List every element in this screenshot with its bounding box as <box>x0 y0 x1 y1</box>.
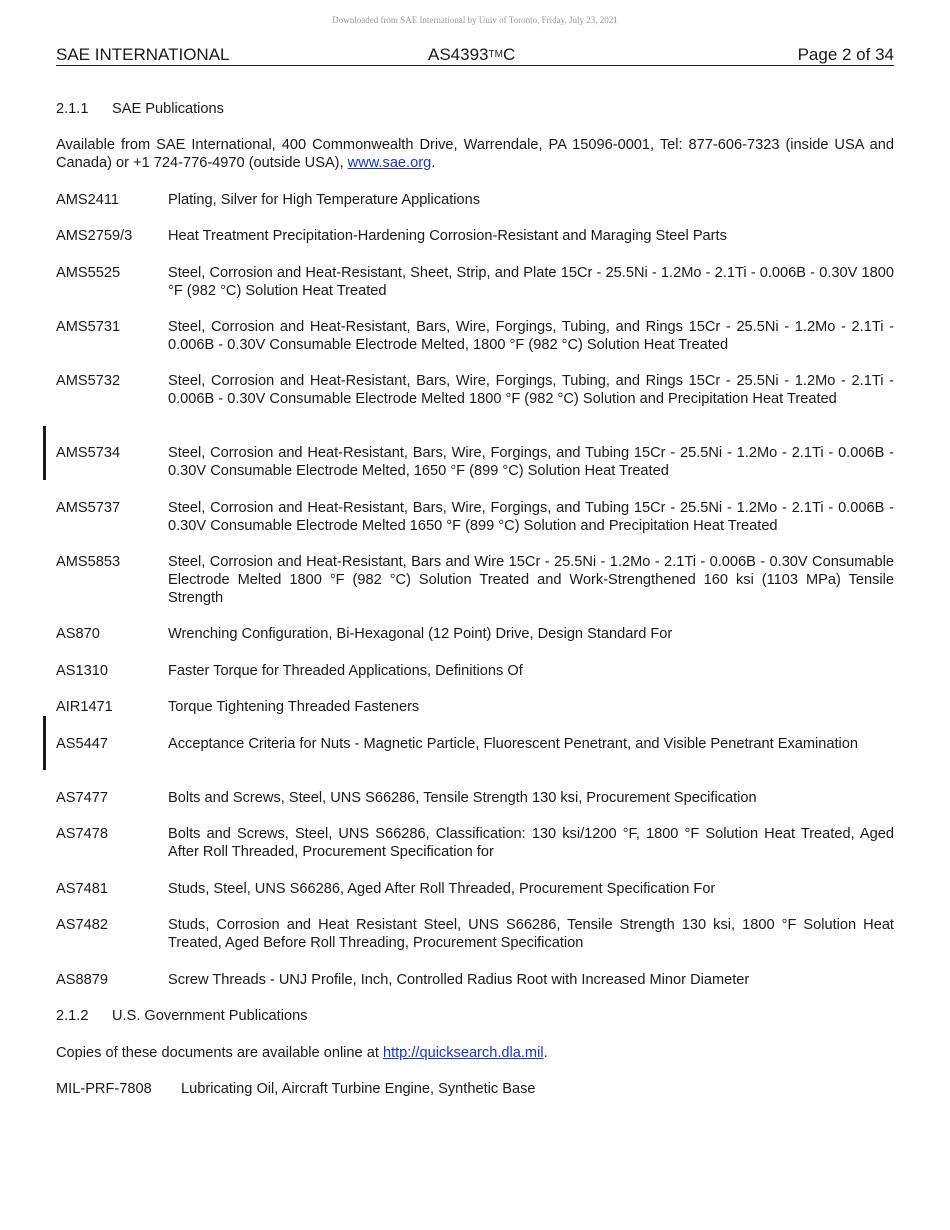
section-title: U.S. Government Publications <box>112 1008 308 1024</box>
dla-quicksearch-link[interactable]: http://quicksearch.dla.mil <box>382 1045 544 1061</box>
reference-title: Studs, Corrosion and Heat Resistant Steel, UNS S66286, Tensile Strength 130 ksi, 1800 °F Solution Heat Treated, Aged Before Roll Threading, Procurement Specification <box>168 917 894 951</box>
reference-entry <box>56 191 894 209</box>
document-revision: C <box>502 45 516 64</box>
reference-code: AS7478 <box>56 826 108 842</box>
section-heading-2-1-1 <box>56 100 224 118</box>
document-number <box>428 45 515 65</box>
government-availability-paragraph <box>56 1044 894 1062</box>
trademark-mark: TM <box>488 49 503 60</box>
reference-code: AIR1471 <box>56 699 113 715</box>
reference-title: Bolts and Screws, Steel, UNS S66286, Tensile Strength 130 ksi, Procurement Specification <box>168 790 757 806</box>
availability-paragraph <box>56 136 894 172</box>
reference-title: Steel, Corrosion and Heat-Resistant, Bars and Wire 15Cr - 25.5Ni - 1.2Mo - 2.1Ti - 0.006B - 0.30V Consumable Electrode Melted 1800 °F (982 °C) Solution Treated and Work-Strengthened 160 ksi (1103 MPa) Tensile Strength <box>168 554 894 606</box>
reference-entry <box>56 662 894 680</box>
reference-code: AMS5737 <box>56 500 121 516</box>
reference-title: Lubricating Oil, Aircraft Turbine Engine, Synthetic Base <box>181 1081 536 1097</box>
reference-title: Steel, Corrosion and Heat-Resistant, Bars, Wire, Forgings, Tubing, and Rings 15Cr - 25.5Ni - 1.2Mo - 2.1Ti - 0.006B - 0.30V Consumable Electrode Melted, 1800 °F (982 °C) Solution Heat Treated <box>168 319 894 353</box>
reference-title: Steel, Corrosion and Heat-Resistant, Sheet, Strip, and Plate 15Cr - 25.5Ni - 1.2Mo - 2.1Ti - 0.006B - 0.30V 1800 °F (982 °C) Solution Heat Treated <box>168 265 894 299</box>
reference-code: AMS5734 <box>56 445 121 461</box>
reference-entry <box>56 499 894 535</box>
reference-code: AS7481 <box>56 881 108 897</box>
revision-change-bar <box>43 716 46 770</box>
government-reference-entry <box>56 1080 894 1098</box>
reference-entry <box>56 789 894 807</box>
section-title: SAE Publications <box>112 101 224 117</box>
revision-change-bar <box>43 426 46 480</box>
reference-title: Steel, Corrosion and Heat-Resistant, Bars, Wire, Forgings, Tubing, and Rings 15Cr - 25.5Ni - 1.2Mo - 2.1Ti - 0.006B - 0.30V Consumable Electrode Melted 1800 °F (982 °C) Solution and Precipitation Heat Treated <box>168 373 894 407</box>
reference-entry <box>56 625 894 643</box>
reference-title: Screw Threads - UNJ Profile, Inch, Controlled Radius Root with Increased Minor Diameter <box>168 972 750 988</box>
reference-title: Steel, Corrosion and Heat-Resistant, Bars, Wire, Forgings, and Tubing 15Cr - 25.5Ni - 1.2Mo - 2.1Ti - 0.006B - 0.30V Consumable Electrode Melted 1650 °F (899 °C) Solution and Precipitation Heat Treated <box>168 500 894 534</box>
reference-title: Wrenching Configuration, Bi-Hexagonal (12 Point) Drive, Design Standard For <box>168 626 673 642</box>
document-number-prefix: AS4393 <box>428 45 489 64</box>
government-availability-end: . <box>543 1045 548 1061</box>
page-header <box>56 45 894 66</box>
reference-code: AMS5525 <box>56 265 121 281</box>
reference-code: AMS2759/3 <box>56 228 133 244</box>
section-number: 2.1.1 <box>56 101 89 117</box>
publisher-name: SAE INTERNATIONAL <box>56 45 230 64</box>
reference-code: AMS5732 <box>56 373 121 389</box>
reference-code: AS8879 <box>56 972 108 988</box>
reference-code: AS1310 <box>56 663 108 679</box>
download-watermark: Downloaded from SAE International by Univ of Toronto, Friday, July 23, 2021 <box>332 15 618 25</box>
sae-website-link[interactable]: www.sae.org <box>347 155 432 171</box>
reference-code: AMS2411 <box>56 192 120 208</box>
reference-code: AS870 <box>56 626 100 642</box>
reference-title: Plating, Silver for High Temperature Applications <box>168 192 481 208</box>
reference-code: AS5447 <box>56 736 108 752</box>
reference-entry <box>56 971 894 989</box>
reference-title: Heat Treatment Precipitation-Hardening Corrosion-Resistant and Maraging Steel Parts <box>168 228 727 244</box>
reference-entry <box>56 444 894 480</box>
reference-title: Torque Tightening Threaded Fasteners <box>168 699 420 715</box>
reference-entry <box>56 372 894 408</box>
reference-entry <box>56 825 894 861</box>
availability-text: Available from SAE International, 400 Commonwealth Drive, Warrendale, PA 15096-0001, Tel: 877-606-7323 (inside USA and Canada) or +1 724-776-4970 (outside USA), <box>56 137 894 171</box>
reference-entry <box>56 698 894 716</box>
reference-title: Acceptance Criteria for Nuts - Magnetic Particle, Fluorescent Penetrant, and Visible Penetrant Examination <box>168 736 859 752</box>
reference-title: Studs, Steel, UNS S66286, Aged After Roll Threaded, Procurement Specification For <box>168 881 716 897</box>
reference-code: AMS5731 <box>56 319 121 335</box>
government-availability-text: Copies of these documents are available online at <box>56 1045 383 1061</box>
reference-title: Faster Torque for Threaded Applications, Definitions Of <box>168 663 523 679</box>
page-number: Page 2 of 34 <box>797 45 894 64</box>
reference-code: AS7482 <box>56 917 108 933</box>
reference-entry <box>56 880 894 898</box>
reference-entry <box>56 318 894 354</box>
reference-entry <box>56 916 894 952</box>
reference-code: AS7477 <box>56 790 108 806</box>
reference-title: Steel, Corrosion and Heat-Resistant, Bars, Wire, Forgings, and Tubing 15Cr - 25.5Ni - 1.2Mo - 2.1Ti - 0.006B - 0.30V Consumable Electrode Melted, 1650 °F (899 °C) Solution Heat Treated <box>168 445 894 479</box>
availability-end: . <box>431 155 436 171</box>
reference-code: MIL-PRF-7808 <box>56 1081 152 1097</box>
reference-entry <box>56 735 894 753</box>
section-heading-2-1-2 <box>56 1007 307 1025</box>
reference-code: AMS5853 <box>56 554 121 570</box>
reference-title: Bolts and Screws, Steel, UNS S66286, Classification: 130 ksi/1200 °F, 1800 °F Solution Heat Treated, Aged After Roll Threaded, Procurement Specification for <box>168 826 894 860</box>
section-number: 2.1.2 <box>56 1008 89 1024</box>
reference-entry <box>56 553 894 607</box>
reference-entry <box>56 227 894 245</box>
reference-entry <box>56 264 894 300</box>
